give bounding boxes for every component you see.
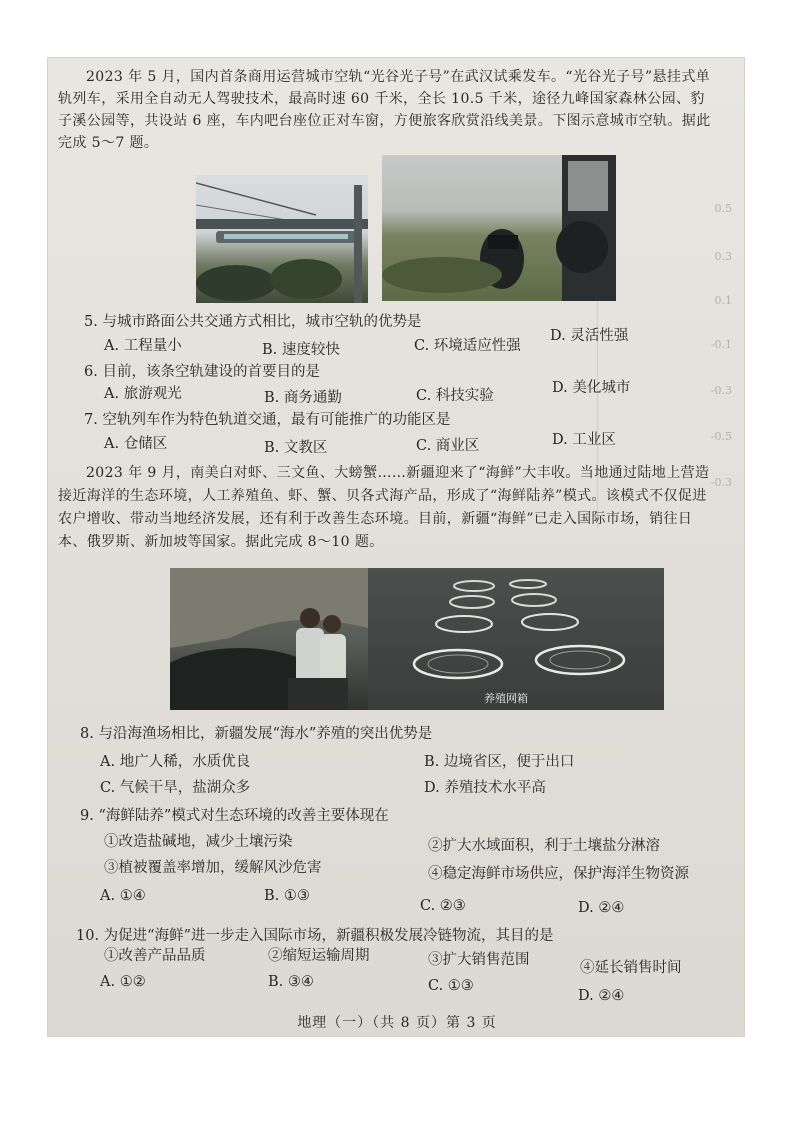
page-footer: 地理（一）（共 8 页）第 3 页 — [297, 1015, 497, 1031]
question-8-stem: 8. 与沿海渔场相比，新疆发展“海水”养殖的突出优势是 — [80, 726, 433, 742]
q6-option-a[interactable]: A. 旅游观光 — [104, 386, 182, 402]
q10-option-b[interactable]: B. ③④ — [268, 974, 314, 990]
fish-cage-photo — [368, 568, 664, 710]
workers-drawing — [170, 568, 368, 710]
question-10-stem: 10. 为促进“海鲜”进一步走入国际市场，新疆积极发展冷链物流，其目的是 — [76, 928, 554, 944]
q5-option-d[interactable]: D. 灵活性强 — [550, 328, 629, 344]
question-5-stem: 5. 与城市路面公共交通方式相比，城市空轨的优势是 — [84, 314, 422, 330]
q7-option-c[interactable]: C. 商业区 — [416, 438, 480, 454]
q6-option-d[interactable]: D. 美化城市 — [552, 380, 631, 396]
q8-option-d[interactable]: D. 养殖技术水平高 — [424, 780, 546, 796]
q10-statement-2: ②缩短运输周期 — [268, 948, 370, 964]
q9-option-a[interactable]: A. ①④ — [100, 888, 146, 904]
q5-option-c[interactable]: C. 环境适应性强 — [414, 338, 521, 354]
skyrail-photo-left — [196, 175, 368, 303]
fish-cage-caption: 养殖网箱 — [484, 692, 528, 705]
q9-statement-3: ③植被覆盖率增加，缓解风沙危害 — [104, 860, 322, 876]
passage-1: 2023 年 5 月，国内首条商用运营城市空轨“光谷光子号”在武汉试乘发车。“光谷光子号”悬挂式单轨列车，采用全自动无人驾驶技术，最高时速 60 千米，全长 10.5 千米，途径九峰国家森林公园、豹子溪公园等，共设站 6 座，车内吧台座位正对车窗，方便旅客欣赏沿线美景。下图示意城市空轨。据此完成 5～7 题。 — [58, 69, 711, 151]
q5-option-a[interactable]: A. 工程量小 — [104, 338, 182, 354]
workers-photo — [170, 568, 368, 710]
q9-option-c[interactable]: C. ②③ — [420, 898, 466, 914]
q9-statement-4: ④稳定海鲜市场供应，保护海洋生物资源 — [428, 866, 689, 882]
q10-option-c[interactable]: C. ①③ — [428, 978, 474, 994]
q10-statement-3: ③扩大销售范围 — [428, 952, 530, 968]
question-9-stem: 9. “海鲜陆养”模式对生态环境的改善主要体现在 — [80, 808, 389, 824]
q8-option-a[interactable]: A. 地广人稀，水质优良 — [100, 754, 251, 770]
q7-option-a[interactable]: A. 仓储区 — [104, 436, 168, 452]
q6-option-b[interactable]: B. 商务通勤 — [264, 390, 342, 406]
q6-option-c[interactable]: C. 科技实验 — [416, 388, 494, 404]
q10-option-a[interactable]: A. ①② — [100, 974, 146, 990]
q8-option-c[interactable]: C. 气候干旱，盐湖众多 — [100, 780, 251, 796]
q8-option-b[interactable]: B. 边境省区，便于出口 — [424, 754, 575, 770]
skyrail-drawing — [196, 175, 368, 303]
window-view-drawing — [382, 155, 616, 301]
question-7-stem: 7. 空轨列车作为特色轨道交通，最有可能推广的功能区是 — [84, 412, 451, 428]
question-6-stem: 6. 目前，该条空轨建设的首要目的是 — [84, 364, 320, 380]
fish-cage-drawing — [368, 568, 664, 710]
skyrail-photo-right — [382, 155, 616, 301]
q7-option-d[interactable]: D. 工业区 — [552, 432, 616, 448]
q9-option-d[interactable]: D. ②④ — [578, 900, 625, 916]
q9-option-b[interactable]: B. ①③ — [264, 888, 310, 904]
q10-option-d[interactable]: D. ②④ — [578, 988, 625, 1004]
q9-statement-1: ①改造盐碱地，减少土壤污染 — [104, 834, 293, 850]
q5-option-b[interactable]: B. 速度较快 — [262, 342, 340, 358]
show-through-chart: 0.5 0.3 0.1 -0.1 -0.3 -0.5 -0.3 — [597, 198, 738, 528]
passage-2: 2023 年 9 月，南美白对虾、三文鱼、大螃蟹……新疆迎来了“海鲜”大丰收。当地通过陆地上营造接近海洋的生态环境，人工养殖鱼、虾、蟹、贝各式海产品，形成了“海鲜陆养”模式。该模式不仅促进农户增收、带动当地经济发展，还有利于改善生态环境。目前，新疆“海鲜”已走入国际市场，销往日本、俄罗斯、新加坡等国家。据此完成 8～10 题。 — [58, 465, 710, 550]
q7-option-b[interactable]: B. 文教区 — [264, 440, 328, 456]
q10-statement-4: ④延长销售时间 — [580, 960, 682, 976]
q9-statement-2: ②扩大水域面积，利于土壤盐分淋溶 — [428, 838, 660, 854]
q10-statement-1: ①改善产品品质 — [104, 948, 206, 964]
